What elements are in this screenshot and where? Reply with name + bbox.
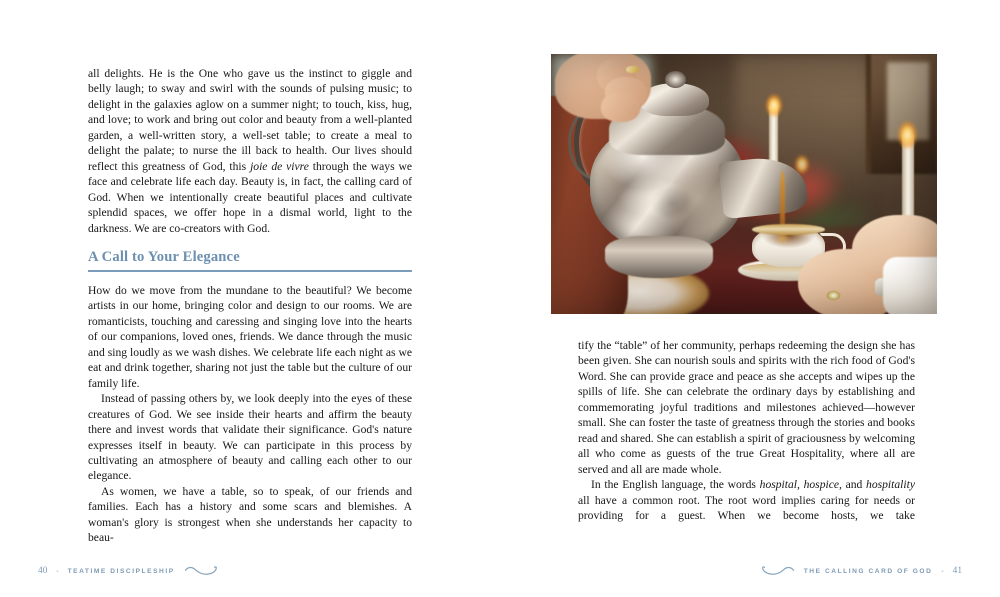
swash-ornament-icon bbox=[761, 565, 795, 577]
running-head-right: THE CALLING CARD OF GOD bbox=[803, 567, 933, 575]
photo-teapot-embossing bbox=[601, 168, 701, 225]
photo-teapot-foot bbox=[605, 236, 713, 278]
section-heading-rule bbox=[88, 270, 412, 272]
left-page-footer bbox=[38, 565, 218, 577]
run-text: all delights. He is the One who gave us the instinct to giggle and belly laugh; to sway and swirl with the sounds of pulsing music; to delight in the galaxies aglow on a summer night; to touch, kiss, hug, and love; to work and bring out color and beauty from a well-planted garden, a well-written story, a well-set table; to create a meal to delight the palate; to nurse the ill back to health. Our lives should reflect this greatness of God, this bbox=[88, 67, 412, 173]
run-text: through the ways we face and celebrate life each day. Beauty is, in fact, the calling card of God. When we intentionally create beautiful places and cultivate splendid spaces, we offer hope in a dismal world, light to the darkness. We are co-creators with God. bbox=[88, 159, 413, 235]
tea-pouring-photograph bbox=[551, 54, 937, 314]
photo-teapot-finial bbox=[665, 71, 686, 88]
left-text-column bbox=[88, 66, 412, 236]
run-italic-hospitality: hospitality bbox=[866, 478, 915, 492]
photo-tea-splash bbox=[772, 231, 793, 247]
section-heading-text: A Call to Your Elegance bbox=[88, 249, 240, 265]
paragraph-in-the-english-language bbox=[578, 477, 915, 539]
footer-separator: - bbox=[941, 567, 944, 575]
swash-ornament-icon bbox=[184, 565, 218, 577]
run-text: all have a common root. The root word implies caring for needs or providing for a guest. When we become hosts, we take bbox=[578, 493, 915, 522]
paragraph-as-women: As women, we have a table, so to speak, of our friends and families. Each has a history and some scars and blemishes. A woman's glory is strongest when she understands her capacity to beau- bbox=[88, 484, 412, 545]
photo-guest-sleeve-cuff bbox=[883, 257, 937, 314]
right-text-column bbox=[578, 338, 915, 539]
section-heading-block bbox=[88, 248, 412, 272]
photo-host-ring bbox=[626, 66, 638, 74]
right-page-footer bbox=[761, 565, 962, 577]
photo-scene bbox=[551, 54, 937, 314]
footer-separator: - bbox=[56, 567, 59, 575]
photo-candle-flame-left bbox=[765, 93, 783, 118]
paragraph-instead-of-passing: Instead of passing others by, we look deeply into the eyes of these creatures of God. We see inside their hearts and affirm the beauty there and invest words that validate their significance. God's nature expresses itself in beauty. We can participate in this process by cultivating an atmosphere of beauty and calling each other to our elegance. bbox=[88, 392, 412, 483]
run-italic-hospital-hospice: hospital, hospice, bbox=[759, 478, 842, 492]
running-head-left: TEATIME DISCIPLESHIP bbox=[67, 567, 175, 575]
folio-number-right: 41 bbox=[952, 566, 962, 576]
photo-host-finger-c bbox=[601, 93, 640, 122]
left-text-column-lower bbox=[88, 283, 412, 561]
run-text: and bbox=[841, 478, 867, 492]
paragraph-tify-the-table: tify the “table” of her community, perhaps redeeming the design she has been given. She can nourish souls and spirits with the rich food of God's Word. She can provide grace and peace as she accepts and wipes up the spills of life. She can celebrate the ordinary days by establishing and commemorating joyful traditions and milestones achieved—however small. She can foster the taste of greatness through the stories and books read and shared. She can establish a spirit of graciousness by welcoming all who come as guests of the true Great Hospitality, where all are served and all are made whole. bbox=[578, 339, 915, 476]
paragraph-opening bbox=[88, 66, 412, 236]
photo-guest-ring bbox=[827, 291, 840, 300]
run-italic-joie-de-vivre: joie de vivre bbox=[250, 159, 309, 173]
run-text: In the English language, the words bbox=[591, 478, 760, 492]
folio-number-left: 40 bbox=[38, 566, 48, 576]
paragraph-how-do-we-move: How do we move from the mundane to the beautiful? We become artists in our home, bringing color and design to our rooms. We are romanticists, touching and caressing and singing love into the hearts of our companions, loved ones, friends. We dance through the music and sing loudly as we wash dishes. We celebrate life each night as we eat and drink together, sharing not just the table but the culture of our family life. bbox=[88, 284, 412, 390]
